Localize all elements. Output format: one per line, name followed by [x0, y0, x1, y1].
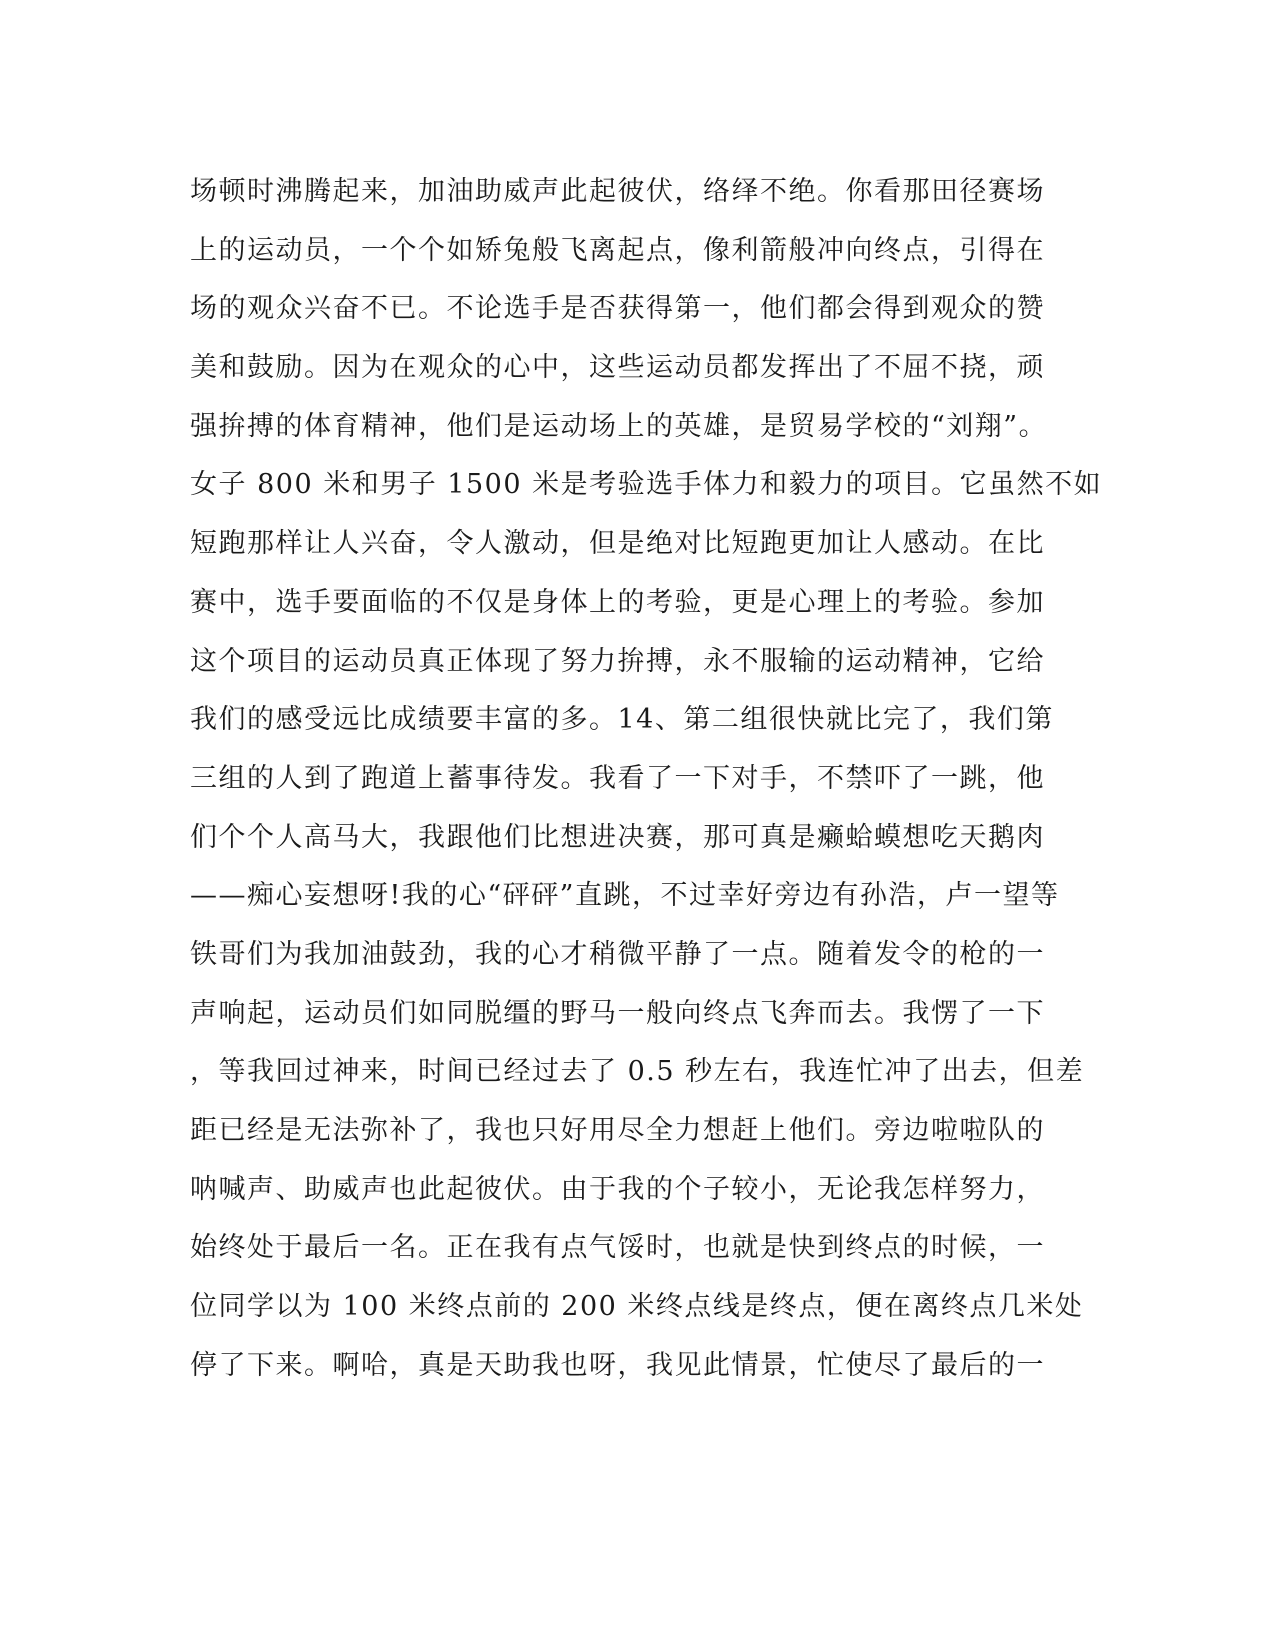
text-line: ，等我回过神来，时间已经过去了 0.5 秒左右，我连忙冲了出去，但差: [190, 1056, 1085, 1088]
text-line: 铁哥们为我加油鼓劲，我的心才稍微平静了一点。随着发令的枪的一: [190, 938, 1045, 970]
text-line: 始终处于最后一名。正在我有点气馁时，也就是快到终点的时候，一: [190, 1232, 1045, 1264]
text-line: 强拚搏的体育精神，他们是运动场上的英雄，是贸易学校的“刘翔”。: [190, 410, 1048, 442]
text-line: 声响起，运动员们如同脱缰的野马一般向终点飞奔而去。我愣了一下: [190, 997, 1045, 1029]
body-text: [190, 163, 1103, 1395]
text-line: 我们的感受远比成绩要丰富的多。14、第二组很快就比完了，我们第: [190, 704, 1054, 736]
text-line: 场的观众兴奋不已。不论选手是否获得第一，他们都会得到观众的赞: [190, 293, 1045, 325]
text-line: 上的运动员，一个个如矫兔般飞离起点，像利箭般冲向终点，引得在: [190, 234, 1045, 266]
text-line: 短跑那样让人兴奋，令人激动，但是绝对比短跑更加让人感动。在比: [190, 528, 1045, 560]
text-line: 们个个人高马大，我跟他们比想进决赛，那可真是癞蛤蟆想吃天鹅肉: [190, 821, 1045, 853]
text-line: 位同学以为 100 米终点前的 200 米终点线是终点，便在离终点几米处: [190, 1291, 1084, 1323]
text-line: 呐喊声、助威声也此起彼伏。由于我的个子较小，无论我怎样努力，: [190, 1173, 1045, 1205]
text-line: ——痴心妄想呀!我的心“砰砰”直跳，不过幸好旁边有孙浩，卢一望等: [190, 880, 1060, 912]
text-line: 三组的人到了跑道上蓄事待发。我看了一下对手，不禁吓了一跳，他: [190, 762, 1045, 794]
text-line: 场顿时沸腾起来，加油助威声此起彼伏，络绎不绝。你看那田径赛场: [190, 176, 1045, 207]
text-line: 赛中，选手要面临的不仅是身体上的考验，更是心理上的考验。参加: [190, 586, 1045, 618]
text-line: 停了下来。啊哈，真是天助我也呀，我见此情景，忙使尽了最后的一: [190, 1349, 1045, 1381]
text-line: 美和鼓励。因为在观众的心中，这些运动员都发挥出了不屈不挠，顽: [190, 352, 1045, 384]
text-line: 这个项目的运动员真正体现了努力拚搏，永不服输的运动精神，它给: [190, 645, 1045, 677]
text-line: 距已经是无法弥补了，我也只好用尽全力想赶上他们。旁边啦啦队的: [190, 1115, 1045, 1146]
text-line: 女子 800 米和男子 1500 米是考验选手体力和毅力的项目。它虽然不如: [190, 469, 1103, 501]
